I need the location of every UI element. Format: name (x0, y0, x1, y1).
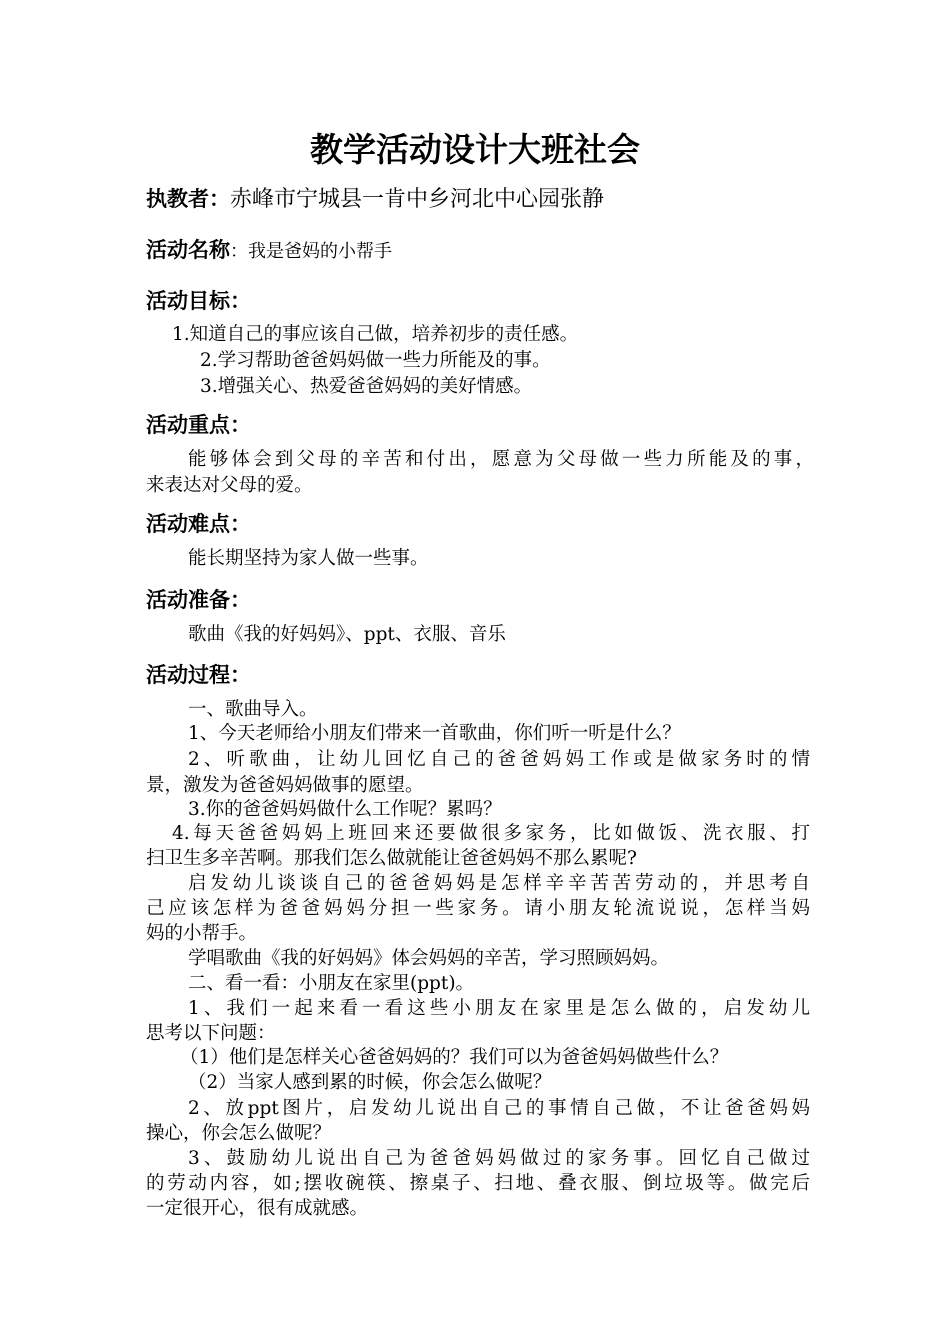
goal-item: 2.学习帮助爸爸妈妈做一些力所能及的事。 (200, 350, 551, 371)
process-line: 一定很开心，很有成就感。 (146, 1198, 369, 1219)
process-heading: 活动过程： (146, 663, 251, 687)
process-line: 1、今天老师给小朋友们带来一首歌曲，你们听一听是什么？ (188, 723, 681, 744)
prep-text: 歌曲《我的好妈妈》、ppt、衣服、音乐 (188, 624, 506, 645)
prep-heading: 活动准备： (146, 588, 251, 612)
process-line: 己应该怎样为爸爸妈妈分担一些家务。请小朋友轮流说说，怎样当妈 (146, 898, 810, 919)
process-line: 思考以下问题： (146, 1023, 276, 1044)
goal-item: 1.知道自己的事应该自己做，培养初步的责任感。 (172, 324, 579, 345)
difficulty-heading: 活动难点： (146, 512, 251, 536)
process-line: 启发幼儿谈谈自己的爸爸妈妈是怎样辛辛苦苦劳动的，并思考自 (188, 873, 810, 894)
activity-name-line (146, 235, 810, 267)
process-line: 一、歌曲导入。 (188, 699, 318, 720)
activity-name-label: 活动名称 (146, 238, 230, 262)
goal-item: 3.增强关心、热爱爸爸妈妈的美好情感。 (200, 376, 533, 397)
process-line: 2、听歌曲，让幼儿回忆自己的爸爸妈妈工作或是做家务时的情 (188, 749, 810, 770)
process-line: 妈的小帮手。 (146, 923, 258, 944)
teacher-label: 执教者： (146, 187, 230, 211)
goals-heading: 活动目标： (146, 289, 251, 313)
process-line: 二、看一看：小朋友在家里(ppt)。 (188, 973, 475, 994)
teacher-value: 赤峰市宁城县一肯中乡河北中心园张静 (230, 187, 605, 212)
process-line: 3.你的爸爸妈妈做什么工作呢？累吗？ (188, 799, 502, 820)
process-line: 操心，你会怎么做呢？ (146, 1123, 332, 1144)
process-line: 景，激发为爸爸妈妈做事的愿望。 (146, 775, 424, 796)
process-line: 2、放ppt图片，启发幼儿说出自己的事情自己做，不让爸爸妈妈 (188, 1098, 810, 1119)
process-line: 1、我们一起来看一看这些小朋友在家里是怎么做的，启发幼儿 (188, 998, 810, 1019)
process-line: 扫卫生多辛苦啊。那我们怎么做就能让爸爸妈妈不那么累呢? (146, 848, 637, 869)
process-line: 4.每天爸爸妈妈上班回来还要做很多家务，比如做饭、洗衣服、打 (172, 823, 810, 844)
key-text-line: 能够体会到父母的辛苦和付出，愿意为父母做一些力所能及的事， (188, 449, 814, 470)
key-text-line: 来表达对父母的爱。 (146, 475, 313, 496)
process-line: 学唱歌曲《我的好妈妈》体会妈妈的辛苦，学习照顾妈妈。 (188, 948, 670, 969)
difficulty-text: 能长期坚持为家人做一些事。 (188, 548, 429, 569)
process-line: （2）当家人感到累的时候，你会怎么做呢？ (188, 1072, 552, 1093)
teacher-line (146, 184, 810, 215)
document-title: 教学活动设计大班社会 (310, 130, 640, 169)
process-line: 的劳动内容，如;摆收碗筷、擦桌子、扫地、叠衣服、倒垃圾等。做完后 (146, 1173, 810, 1194)
process-line: 3、鼓励幼儿说出自己为爸爸妈妈做过的家务事。回忆自己做过 (188, 1148, 810, 1169)
key-heading: 活动重点： (146, 413, 251, 437)
process-line: （1）他们是怎样关心爸爸妈妈的？我们可以为爸爸妈妈做些什么？ (180, 1047, 729, 1068)
activity-name-value: ：我是爸妈的小帮手 (230, 241, 392, 262)
